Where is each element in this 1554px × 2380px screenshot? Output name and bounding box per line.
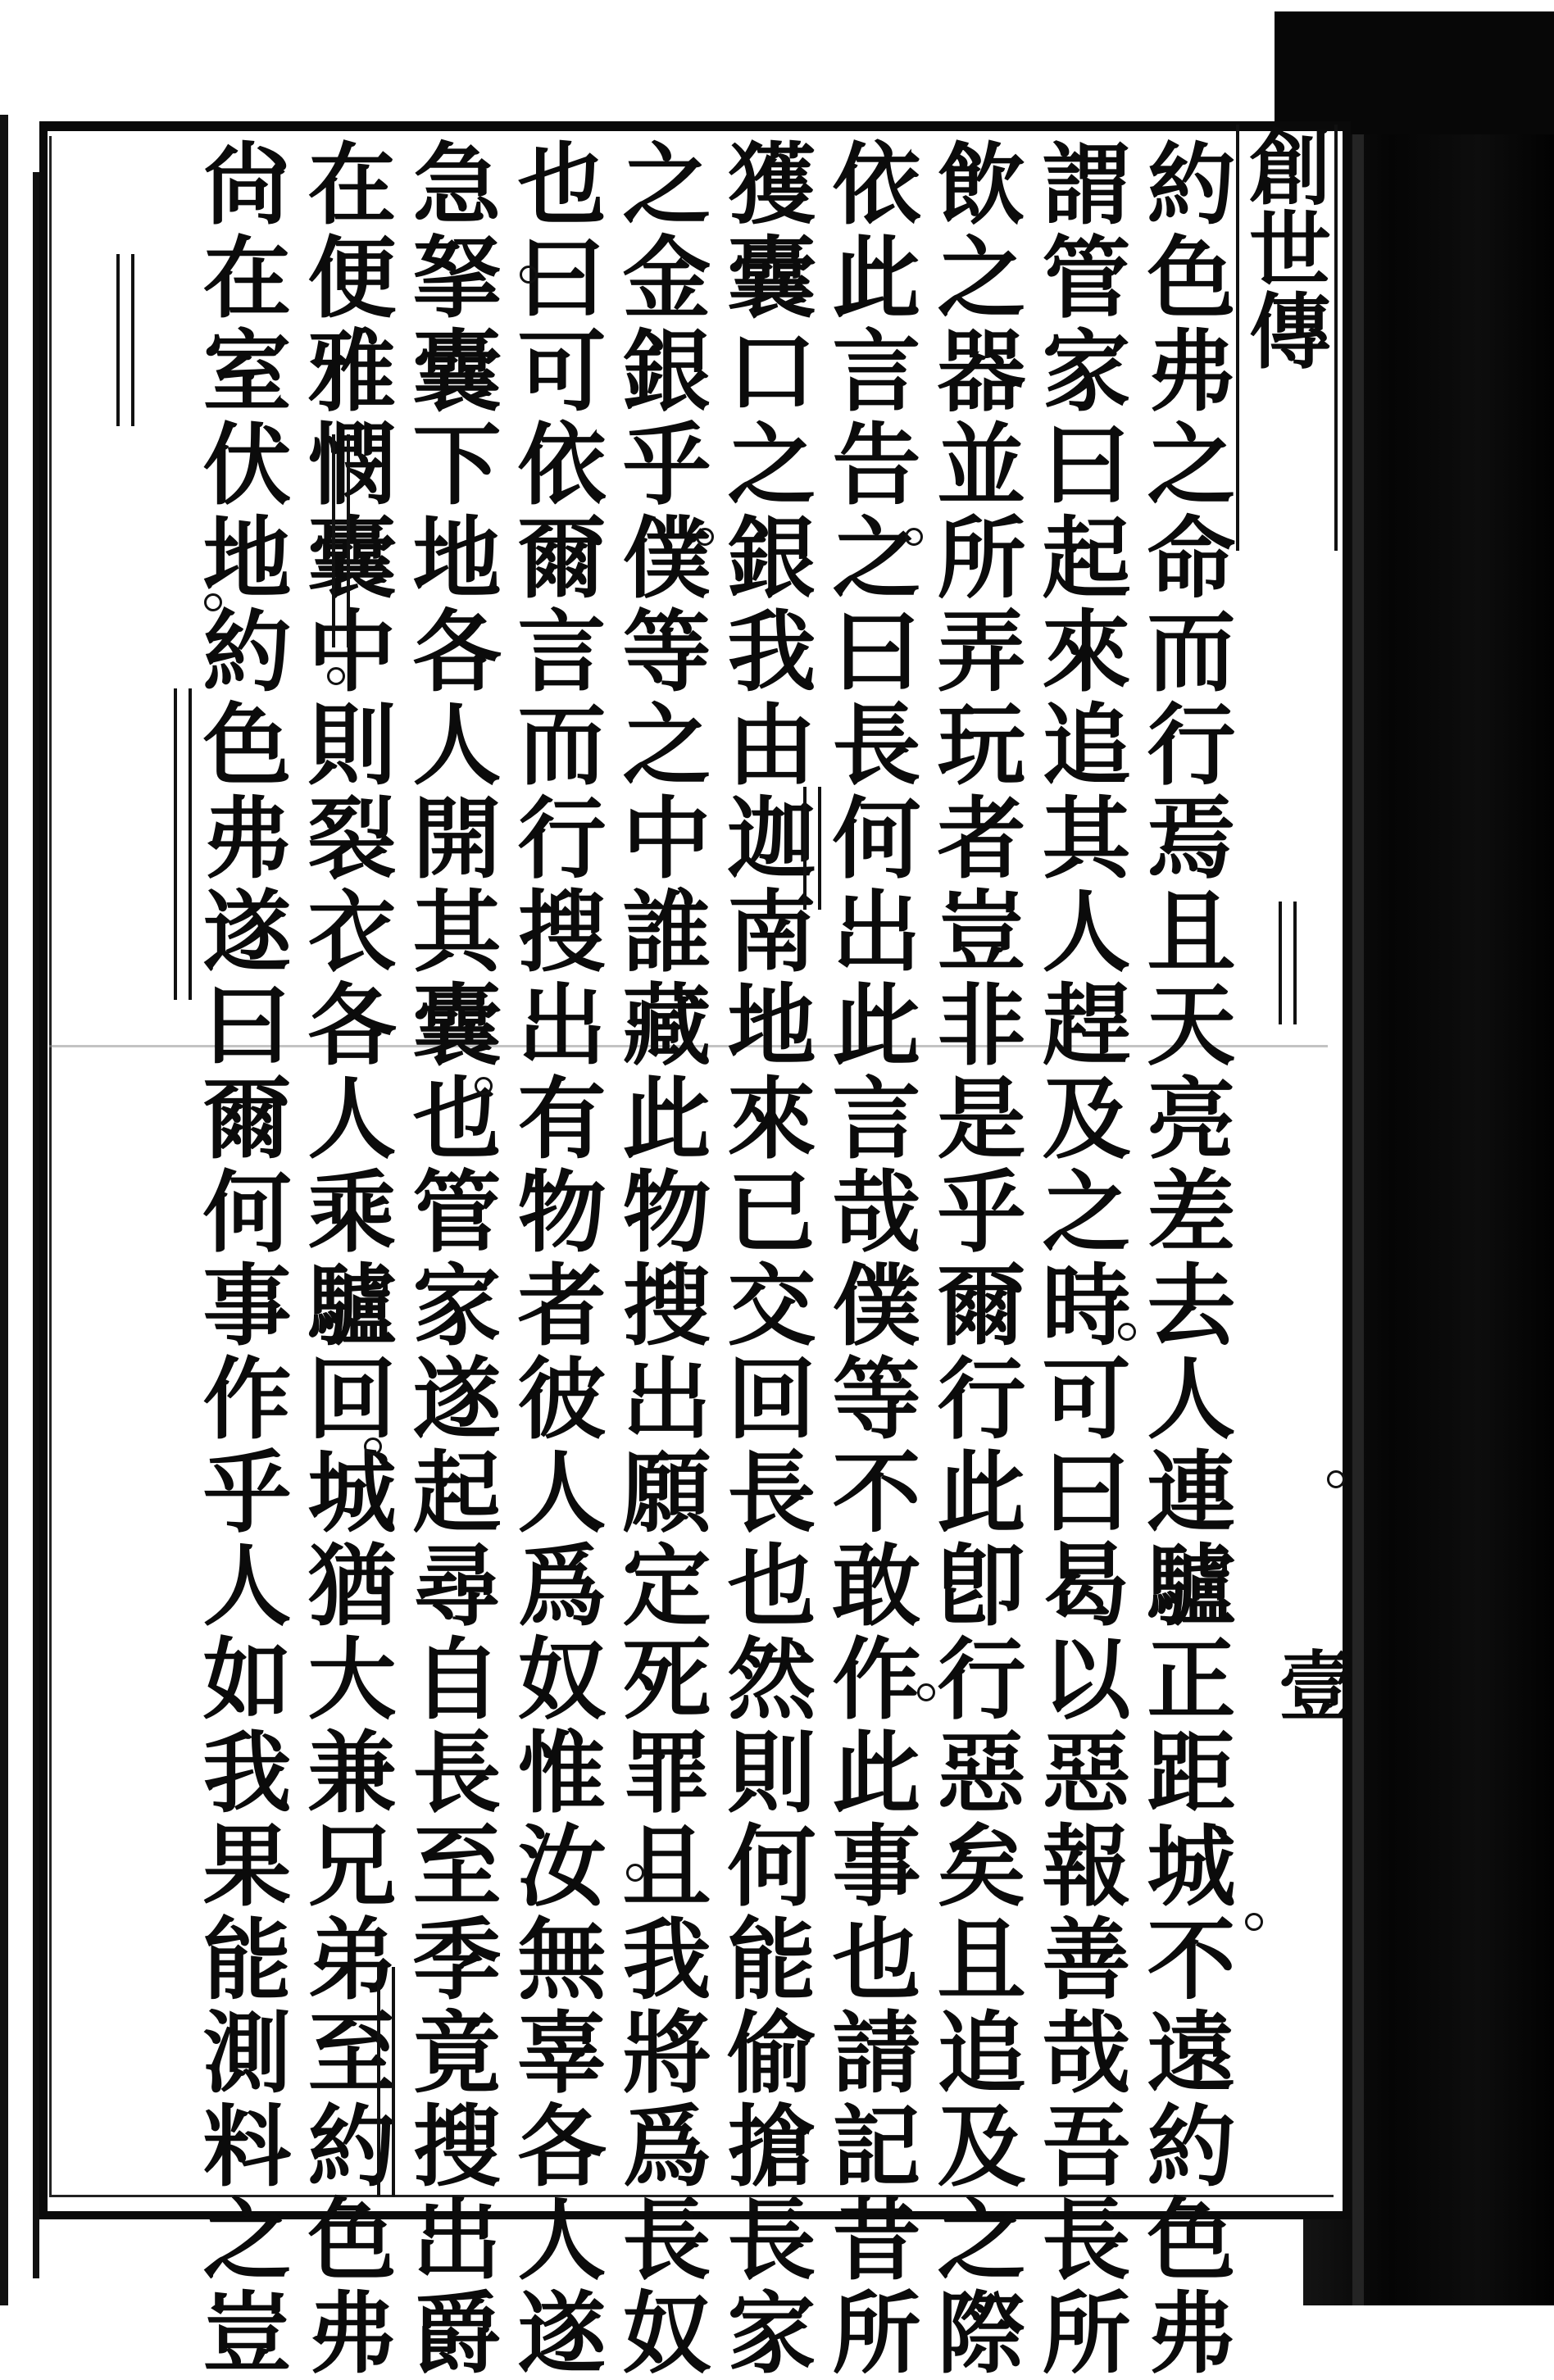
text-column-9: 在便雅憫囊中則裂衣各人乘驢回城猶大兼兄弟至約色弗 [293, 138, 396, 2380]
annotation-mark [1242, 1910, 1266, 1934]
left-page-edge-line [33, 172, 39, 2278]
annotation-mark [693, 525, 717, 549]
name-mark [174, 688, 192, 1000]
annotation-mark [1115, 1319, 1139, 1344]
annotation-mark [324, 664, 348, 688]
left-page-edge [0, 115, 26, 2305]
text-column-6: 之金銀乎僕等之中誰藏此物搜出願定死罪且我將爲長奴 [607, 138, 711, 2380]
annotation-mark [902, 525, 926, 549]
annotation-mark [914, 1680, 938, 1705]
text-column-5: 獲囊口之銀我由迦南地來已交回長也然則何能偷搶長家 [712, 138, 816, 2380]
text-column-10: 尙在室伏地約色弗遂曰爾何事作乎人如我果能測料之豈 [188, 138, 291, 2380]
annotation-mark [623, 1860, 648, 1885]
name-mark [1279, 902, 1297, 1024]
annotation-mark [516, 262, 541, 287]
page-number: 壹 [1279, 1642, 1355, 1731]
text-column-8: 急拏囊下地各人開其囊也管家遂起尋自長至季竟搜出爵 [398, 138, 501, 2380]
page-title: 創世傳 [1236, 125, 1338, 551]
annotation-mark [471, 1074, 496, 1098]
text-column-4: 依此言告之曰長何出此言哉僕等不敢作此事也請記昔所 [817, 138, 920, 2380]
name-mark [332, 434, 350, 647]
text-column-3: 飲之器並所弄玩者豈非是乎爾行此卽行惡矣且追及之際 [922, 138, 1025, 2380]
text-column-1: 約色弗之命而行焉且天亮差去人連驢正距城不遠約色弗 [1132, 138, 1235, 2380]
top-right-shadow [1275, 11, 1554, 134]
name-mark [377, 1967, 395, 2196]
name-mark [116, 254, 134, 426]
text-column-2: 謂管家曰起來追其人趕及之時可曰曷以惡報善哉吾長所 [1027, 138, 1130, 2380]
name-mark [803, 787, 821, 910]
annotation-mark [201, 590, 225, 615]
annotation-mark [1324, 1467, 1348, 1492]
text-column-7: 也曰可依爾言而行搜出有物者彼人爲奴惟汝無辜各人遂 [502, 138, 606, 2380]
annotation-mark [361, 1434, 385, 1459]
spine-highlight [1352, 11, 1364, 2305]
